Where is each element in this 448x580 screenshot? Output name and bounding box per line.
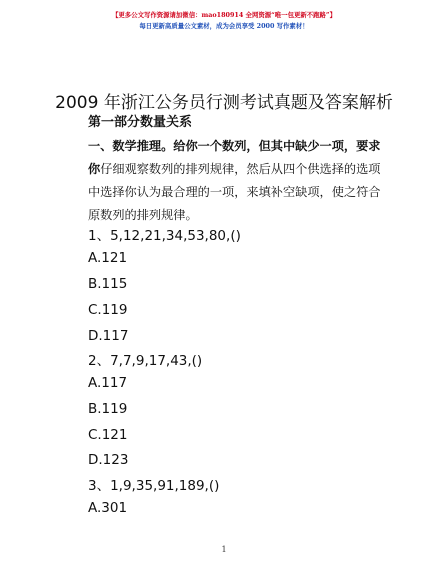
section-heading: 第一部分数量关系	[88, 115, 193, 130]
header-ad-line-1: 【更多公文写作资源请加微信：mao180914 全网资源“唯一包更新不跑路”】	[112, 11, 336, 19]
question-3-option-a: A.301	[88, 500, 128, 516]
question-2-option-a: A.117	[88, 375, 128, 391]
question-2-option-d: D.123	[88, 452, 129, 468]
question-1-stem: 1、5,12,21,34,53,80,()	[88, 228, 241, 244]
question-1-option-a: A.121	[88, 250, 128, 266]
question-1-option-c: C.119	[88, 302, 128, 318]
document-title: 2009 年浙江公务员行测考试真题及答案解析	[55, 93, 393, 113]
instructions-body: 仔细观察数列的排列规律，然后从四个供选择的选项中选择你认为最合理的一项，来填补空缺项，使之符合原数列的排列规律。	[88, 162, 381, 222]
header-ad-line-2: 每日更新高质量公文素材，成为会员享受 2000 写作素材！	[139, 22, 309, 30]
question-2-option-c: C.121	[88, 427, 128, 443]
question-1-option-b: B.115	[88, 276, 128, 292]
question-2-stem: 2、7,7,9,17,43,()	[88, 353, 203, 369]
question-3-stem: 3、1,9,35,91,189,()	[88, 478, 220, 494]
instructions-lead: 一、数学推理。给你一个数列，但其中缺少一项，要求你	[88, 139, 381, 176]
page-number: 1	[221, 545, 227, 554]
instructions-paragraph	[88, 135, 388, 227]
question-2-option-b: B.119	[88, 401, 128, 417]
question-1-option-d: D.117	[88, 328, 129, 344]
